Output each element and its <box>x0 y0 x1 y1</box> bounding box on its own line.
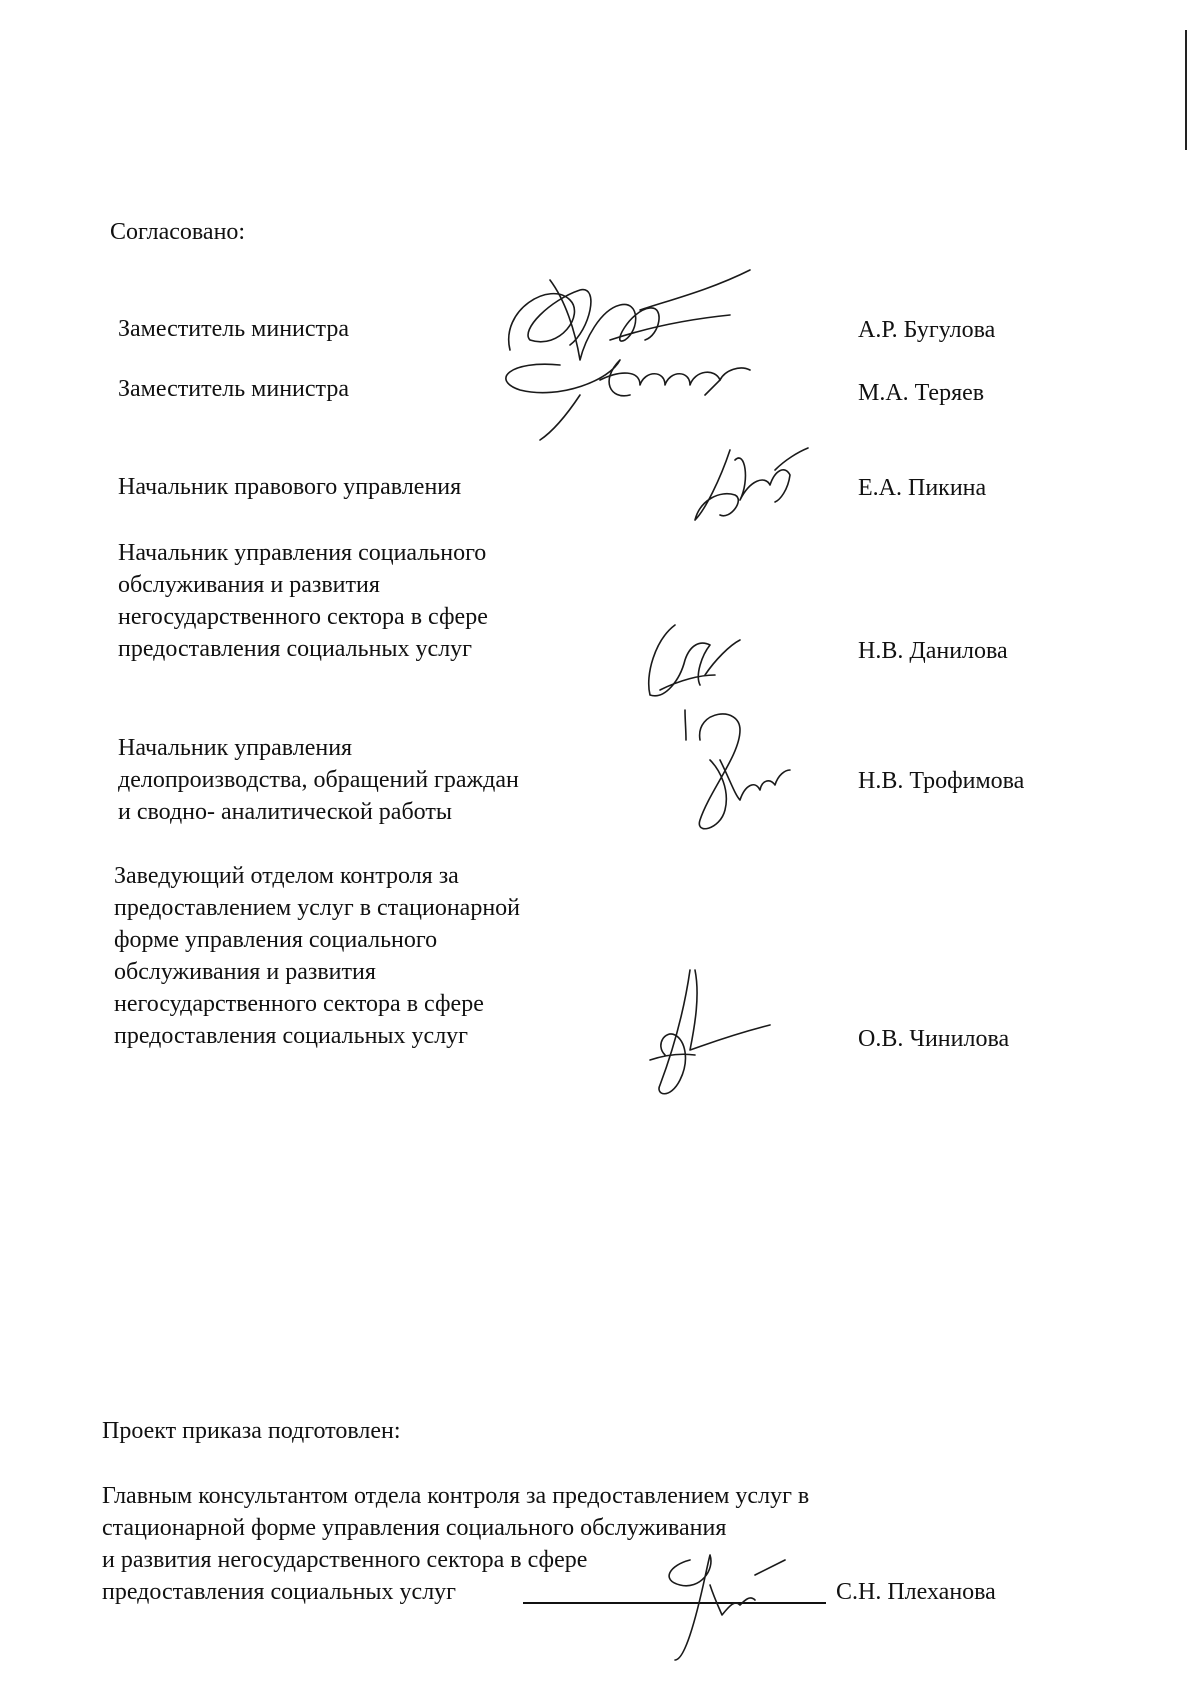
approver-1-name: А.Р. Бугулова <box>858 317 996 343</box>
prepared-heading: Проект приказа подготовлен: <box>102 1418 401 1444</box>
approver-3-name: Е.А. Пикина <box>858 475 987 501</box>
approver-6-position-line-2: предоставлением услуг в стационарной <box>114 895 521 921</box>
approver-4-position-line-3: негосударственного сектора в сфере <box>118 604 488 630</box>
approver-6-position-line-5: негосударственного сектора в сфере <box>114 991 484 1017</box>
approver-5-position-line-1: Начальник управления <box>118 735 353 761</box>
approver-1-position: Заместитель министра <box>118 316 349 342</box>
approver-3-position: Начальник правового управления <box>118 474 462 500</box>
prepared-name: С.Н. Плеханова <box>836 1579 996 1605</box>
approver-6-position-line-1: Заведующий отделом контроля за <box>114 863 459 889</box>
approver-6-position-line-3: форме управления социального <box>114 927 438 953</box>
approver-6-position-line-4: обслуживания и развития <box>114 959 376 985</box>
prepared-line-1: Главным консультантом отдела контроля за предоставлением услуг в <box>102 1483 810 1509</box>
approver-5-position-line-3: и сводно- аналитической работы <box>118 799 452 825</box>
signature-pikina <box>690 440 810 530</box>
prepared-line-2: стационарной форме управления социального обслуживания <box>102 1515 727 1541</box>
approver-6-name: О.В. Чинилова <box>858 1026 1010 1052</box>
signature-danilova <box>640 620 750 705</box>
approver-2-position: Заместитель министра <box>118 376 349 402</box>
prepared-line-3: и развития негосударственного сектора в сфере <box>102 1547 588 1573</box>
approver-4-position-line-1: Начальник управления социального <box>118 540 487 566</box>
scan-edge-line <box>1185 30 1187 150</box>
approval-heading: Согласовано: <box>110 219 246 245</box>
approver-5-position-line-2: делопроизводства, обращений граждан <box>118 767 519 793</box>
approver-6-position-line-6: предоставления социальных услуг <box>114 1023 469 1049</box>
signature-chinilova <box>640 965 780 1105</box>
approver-2-name: М.А. Теряев <box>858 380 985 406</box>
approver-4-name: Н.В. Данилова <box>858 638 1008 664</box>
signature-trofimova <box>680 700 800 840</box>
prepared-line-4: предоставления социальных услуг <box>102 1579 457 1605</box>
signature-plekhanova <box>660 1545 790 1665</box>
signature-teryaev <box>490 340 770 450</box>
approver-5-name: Н.В. Трофимова <box>858 768 1025 794</box>
approver-4-position-line-2: обслуживания и развития <box>118 572 380 598</box>
approver-4-position-line-4: предоставления социальных услуг <box>118 636 473 662</box>
